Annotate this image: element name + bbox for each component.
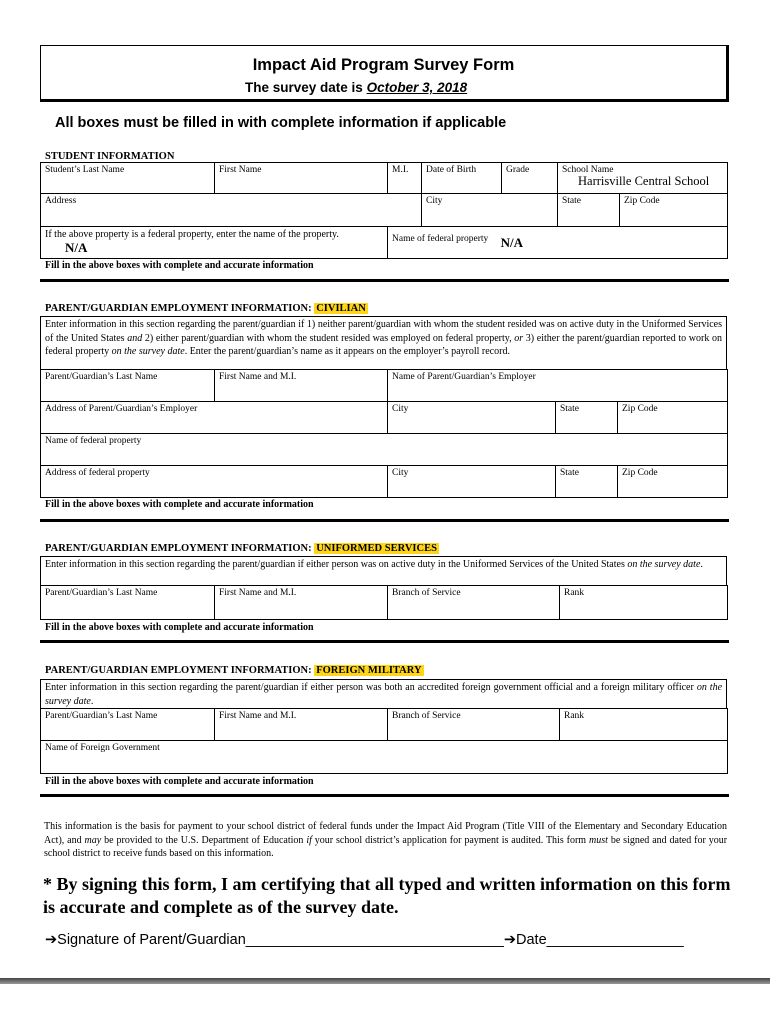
uniformed-heading-text: PARENT/GUARDIAN EMPLOYMENT INFORMATION: <box>45 543 312 554</box>
uniformed-section-heading <box>45 543 439 554</box>
foreign-first-mi-label: First Name and M.I. <box>219 711 297 721</box>
basis-must: must <box>589 834 608 846</box>
instruction-text: All boxes must be filled in with complete information if applicable <box>55 115 507 131</box>
basis-if: if <box>306 834 312 846</box>
arrow-right-icon: ➔ <box>503 932 516 948</box>
student-city-label: City <box>426 196 443 206</box>
basis-may: may <box>84 834 102 846</box>
signature-field[interactable]: Signature of Parent/Guardian________________________________ <box>57 932 504 948</box>
student-address-label: Address <box>45 196 77 206</box>
civilian-description <box>40 316 727 370</box>
federal-property-name-label: Name of federal property <box>392 234 489 244</box>
form-title: Impact Aid Program Survey Form <box>252 56 515 74</box>
foreign-description: Enter information in this section regarding the parent/guardian if either person was both an accredited foreign government official and a foreign military officer on the survey date. <box>40 679 727 709</box>
civilian-desc-or: or <box>514 332 524 344</box>
footer-bar <box>0 978 770 984</box>
foreign-last-name-field[interactable] <box>41 709 215 741</box>
foreign-rank-field[interactable] <box>560 709 728 741</box>
civilian-first-mi-label: First Name and M.I. <box>219 372 297 382</box>
foreign-info-table <box>40 708 728 774</box>
date-field[interactable]: Date_________________ <box>516 932 684 948</box>
student-first-name-label: First Name <box>219 165 262 175</box>
civilian-state2-label: State <box>560 468 579 478</box>
uniformed-branch-field[interactable] <box>388 586 560 620</box>
civilian-zip-field[interactable] <box>618 402 728 434</box>
uniformed-last-name-field[interactable] <box>41 586 215 620</box>
student-fill-note: Fill in the above boxes with complete and accurate information <box>45 260 314 271</box>
student-first-name-field[interactable] <box>215 163 388 194</box>
uniformed-first-mi-field[interactable] <box>215 586 388 620</box>
uniformed-fill-note: Fill in the above boxes with complete and accurate information <box>45 622 314 633</box>
foreign-branch-field[interactable] <box>388 709 560 741</box>
civilian-desc-on-date: on the survey date <box>111 346 185 357</box>
civilian-first-mi-field[interactable] <box>215 370 388 402</box>
uniformed-description: Enter information in this section regarding the parent/guardian if either person was on active duty in the Uniformed Services of the United States on the survey date. <box>40 556 727 586</box>
foreign-section-heading <box>45 665 424 676</box>
civilian-zip2-field[interactable] <box>618 466 728 498</box>
uniformed-last-name-label: Parent/Guardian’s Last Name <box>45 588 158 598</box>
student-last-name-field[interactable] <box>41 163 215 194</box>
civilian-state-field[interactable] <box>556 402 618 434</box>
student-grade-field[interactable] <box>502 163 558 194</box>
civilian-employer-address-field[interactable] <box>41 402 388 434</box>
civilian-federal-property-label: Name of federal property <box>45 436 142 446</box>
civilian-desc-part: 2) either parent/guardian with whom the student resided was employed on federal property, <box>144 332 512 344</box>
civilian-state2-field[interactable] <box>556 466 618 498</box>
civilian-last-name-field[interactable] <box>41 370 215 402</box>
foreign-branch-label: Branch of Service <box>392 711 461 721</box>
civilian-city-field[interactable] <box>388 402 556 434</box>
civilian-federal-address-label: Address of federal property <box>45 468 150 478</box>
basis-part: be signed and dated for your school district to receive funds based on this information. <box>44 834 728 859</box>
survey-date-line <box>245 80 467 95</box>
civilian-city2-label: City <box>392 468 409 478</box>
basis-part: your school district’s application for payment is audited. This form <box>314 834 587 846</box>
foreign-fill-note: Fill in the above boxes with complete and accurate information <box>45 776 314 787</box>
foreign-first-mi-field[interactable] <box>215 709 388 741</box>
title-box <box>40 45 729 102</box>
foreign-last-name-label: Parent/Guardian’s Last Name <box>45 711 158 721</box>
federal-property-name-value: N/A <box>500 235 524 250</box>
civilian-zip2-label: Zip Code <box>622 468 658 478</box>
civilian-desc-and: and <box>127 332 143 344</box>
civilian-desc-part: . Enter the parent/guardian’s name as it appears on the employer’s payroll record. <box>184 346 510 357</box>
section-divider <box>40 279 729 282</box>
student-section-heading: STUDENT INFORMATION <box>45 151 175 162</box>
signature-line <box>45 932 684 948</box>
civilian-federal-address-field[interactable] <box>41 466 388 498</box>
civilian-employer-label: Name of Parent/Guardian’s Employer <box>392 372 536 382</box>
civilian-fill-note: Fill in the above boxes with complete and accurate information <box>45 499 314 510</box>
uniformed-highlight: UNIFORMED SERVICES <box>316 543 437 554</box>
civilian-desc-part: Enter information in this section regarding the parent/guardian if 1) neither parent/guardian with whom the student resided was on active duty in the Uniformed Services of the United States <box>45 319 722 344</box>
student-grade-label: Grade <box>506 165 530 175</box>
uniformed-rank-label: Rank <box>564 588 585 598</box>
civilian-city-label: City <box>392 404 409 414</box>
school-name-field[interactable] <box>558 163 728 194</box>
student-mi-field[interactable] <box>388 163 422 194</box>
arrow-right-icon: ➔ <box>45 932 58 948</box>
student-city-field[interactable] <box>422 194 558 227</box>
civilian-section-heading <box>45 303 368 314</box>
uniformed-info-table <box>40 585 728 620</box>
civilian-highlight: CIVILIAN <box>316 303 366 314</box>
student-dob-label: Date of Birth <box>426 165 477 175</box>
uniformed-first-mi-label: First Name and M.I. <box>219 588 297 598</box>
school-name-label: School Name <box>562 165 614 175</box>
student-zip-label: Zip Code <box>624 196 660 206</box>
civilian-federal-property-field[interactable] <box>41 434 728 466</box>
civilian-desc-part: 3) either the parent/guardian reported to work on federal property <box>45 332 722 357</box>
student-dob-field[interactable] <box>422 163 502 194</box>
survey-date-prefix: The survey date is <box>245 80 363 95</box>
foreign-government-label: Name of Foreign Government <box>45 743 160 753</box>
foreign-desc-part: Enter information in this section regarding the parent/guardian if either person was both an accredited foreign government official and a foreign military officer <box>45 682 694 693</box>
student-last-name-label: Student’s Last Name <box>45 165 125 175</box>
student-info-table <box>40 162 728 259</box>
civilian-employer-field[interactable] <box>388 370 728 402</box>
foreign-rank-label: Rank <box>564 711 585 721</box>
student-address-field[interactable] <box>41 194 422 227</box>
foreign-highlight: FOREIGN MILITARY <box>316 665 422 676</box>
civilian-info-table <box>40 369 728 498</box>
student-state-field[interactable] <box>558 194 620 227</box>
civilian-last-name-label: Parent/Guardian’s Last Name <box>45 372 158 382</box>
federal-property-answer[interactable]: N/A <box>65 239 88 255</box>
basis-part: be provided to the U.S. Department of Education <box>104 834 304 846</box>
section-divider <box>40 640 729 643</box>
foreign-desc-on-date: on the survey date <box>45 682 723 707</box>
civilian-employer-address-label: Address of Parent/Guardian’s Employer <box>45 404 198 414</box>
student-zip-field[interactable] <box>620 194 728 227</box>
foreign-heading-text: PARENT/GUARDIAN EMPLOYMENT INFORMATION: <box>45 665 312 676</box>
foreign-government-field[interactable] <box>41 741 728 774</box>
civilian-state-label: State <box>560 404 579 414</box>
federal-property-question-cell <box>41 227 388 259</box>
federal-property-name-field[interactable] <box>388 227 728 259</box>
civilian-zip-label: Zip Code <box>622 404 658 414</box>
basis-part: This information is the basis for payment to your school district of federal funds under the Impact Aid Program (Title VIII of the Elementary and Secondary Education Act), and <box>44 821 727 846</box>
section-divider <box>40 794 729 797</box>
civilian-city2-field[interactable] <box>388 466 556 498</box>
certification-statement: * By signing this form, I am certifying that all typed and written information on this form is accurate and complete as of the survey date. <box>43 874 731 917</box>
basis-paragraph <box>44 820 727 861</box>
uniformed-desc-part: Enter information in this section regarding the parent/guardian if either person was on active duty in the Uniformed Services of the United States <box>45 559 625 570</box>
student-state-label: State <box>562 196 581 206</box>
uniformed-rank-field[interactable] <box>560 586 728 620</box>
federal-property-question: If the above property is a federal property, enter the name of the property. <box>45 229 339 240</box>
survey-date-value: October 3, 2018 <box>366 80 468 95</box>
uniformed-desc-on-date: on the survey date <box>627 559 701 570</box>
student-mi-label: M.I. <box>392 165 409 175</box>
civilian-heading-text: PARENT/GUARDIAN EMPLOYMENT INFORMATION: <box>45 303 312 314</box>
section-divider <box>40 519 729 522</box>
school-name-value: Harrisville Central School <box>578 174 710 188</box>
uniformed-branch-label: Branch of Service <box>392 588 461 598</box>
